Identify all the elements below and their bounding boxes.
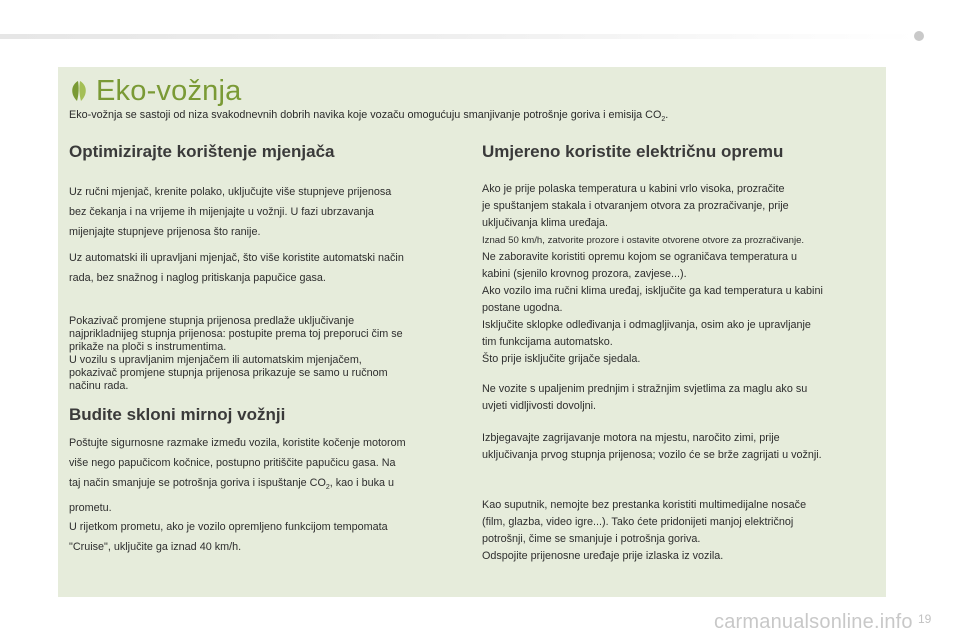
paragraph-automatic-gearbox [69, 248, 404, 288]
text-line: Ako je prije polaska temperatura u kabini vrlo visoka, prozračite [482, 183, 785, 195]
paragraph-fog-lights [482, 381, 807, 415]
text-line: rada, bez snažnog i naglog pritiskanja papučice gasa. [69, 272, 326, 284]
text-line: uključivanja prvog stupnja prijenosa; vozilo će se brže zagrijati u vožnji. [482, 449, 822, 461]
text-line: prikaže na ploči s instrumentima. [69, 341, 227, 353]
text-line: Pokazivač promjene stupnja prijenosa predlaže uključivanje [69, 315, 355, 327]
intro-main: Eko-vožnja se sastoji od niza svakodnevnih dobrih navika koje vozaču omogućuju smanjivanje potrošnje goriva i emisija CO [69, 109, 662, 121]
text-line: Što prije isključite grijače sjedala. [482, 353, 641, 365]
text-line: tim funkcijama automatsko. [482, 336, 613, 348]
text-line: Izbjegavajte zagrijavanje motora na mjestu, naročito zimi, prije [482, 432, 780, 444]
leaf-icon [69, 80, 89, 102]
header-rule [0, 34, 916, 39]
text-line: Uz automatski ili upravljani mjenjač, što više koristite automatski način [69, 252, 404, 264]
text-line: najprikladnijeg stupnja prijenosa: postupite prema toj preporuci čim se [69, 328, 403, 340]
text-line: bez čekanja i na vrijeme ih mijenjajte u vožnji. U fazi ubrzavanja [69, 206, 374, 218]
text-line: U vozilu s upravljanim mjenjačem ili automatskim mjenjačem, [69, 354, 362, 366]
paragraph-multimedia [482, 497, 806, 565]
text-line: Kao suputnik, nemojte bez prestanka koristiti multimedijalne nosače [482, 499, 807, 511]
text-line: postane ugodna. [482, 302, 563, 314]
text-line: potrošnji, čime se smanjuje i potrošnja goriva. [482, 533, 701, 545]
text-fragment: , kao i buka u [329, 477, 394, 489]
text-line: uvjeti vidljivosti dovoljni. [482, 400, 597, 412]
heading-gearbox: Optimizirajte korištenje mjenjača [69, 142, 335, 161]
text-line-note: Iznad 50 km/h, zatvorite prozore i ostavite otvorene otvore za prozračivanje. [482, 235, 805, 246]
subscript: 2 [325, 484, 330, 492]
text-line: U rijetkom prometu, ako je vozilo opremljeno funkcijom tempomata [69, 521, 388, 533]
text-line: "Cruise", uključite ga iznad 40 km/h. [69, 541, 242, 553]
text-line [69, 473, 406, 498]
text-line: je spuštanjem stakala i otvaranjem otvora za prozračivanje, prije [482, 200, 789, 212]
text-fragment: taj način smanjuje se potrošnja goriva i ispuštanje CO [69, 477, 326, 489]
heading-electrical-equipment: Umjereno koristite električnu opremu [482, 142, 784, 161]
paragraph-ventilation [482, 181, 823, 368]
paragraph-cruise-control [69, 517, 388, 557]
text-line: više nego papučicom kočnice, postupno pritiščite papučicu gasa. Na [69, 457, 396, 469]
heading-calm-driving: Budite skloni mirnoj vožnji [69, 405, 286, 424]
intro-tail: . [665, 109, 669, 121]
text-line: pokazivač promjene stupnja prijenosa prikazuje se samo u ručnom [69, 367, 388, 379]
text-line: mijenjajte stupnjeve prijenosa što ranije. [69, 226, 261, 238]
paragraph-gear-indicator [69, 315, 403, 393]
text-line: (film, glazba, video igre...). Tako ćete pridonijeti manjoj električnoj [482, 516, 794, 528]
text-line: prometu. [69, 502, 112, 515]
text-line: Poštujte sigurnosne razmake između vozila, koristite kočenje motorom [69, 437, 406, 449]
text-line: načinu rada. [69, 380, 129, 392]
text-line: Ne zaboravite koristiti opremu kojom se ograničava temperatura u [482, 251, 798, 263]
text-line: uključivanja klima uređaja. [482, 217, 609, 229]
intro-text [69, 109, 879, 123]
watermark: carmanualsonline.info [714, 611, 913, 633]
paragraph-manual-gearbox [69, 182, 391, 242]
text-line: Ako vozilo ima ručni klima uređaj, isključite ga kad temperatura u kabini [482, 285, 823, 297]
paragraph-engine-warmup [482, 430, 822, 464]
page-number: 19 [918, 612, 932, 626]
intro-sub: 2 [661, 116, 666, 124]
text-line: Ne vozite s upaljenim prednjim i stražnjim svjetlima za maglu ako su [482, 383, 808, 395]
text-line: kabini (sjenilo krovnog prozora, zavjese...). [482, 268, 687, 280]
paragraph-safe-distance [69, 433, 406, 518]
text-line: Odspojite prijenosne uređaje prije izlaska iz vozila. [482, 550, 724, 562]
text-line: Uz ručni mjenjač, krenite polako, uključujte više stupnjeve prijenosa [69, 186, 392, 198]
text-line: Isključite sklopke odleđivanja i odmagljivanja, osim ako je upravljanje [482, 319, 811, 331]
page-title: Eko-vožnja [96, 75, 242, 107]
corner-dot-decoration [914, 31, 924, 41]
